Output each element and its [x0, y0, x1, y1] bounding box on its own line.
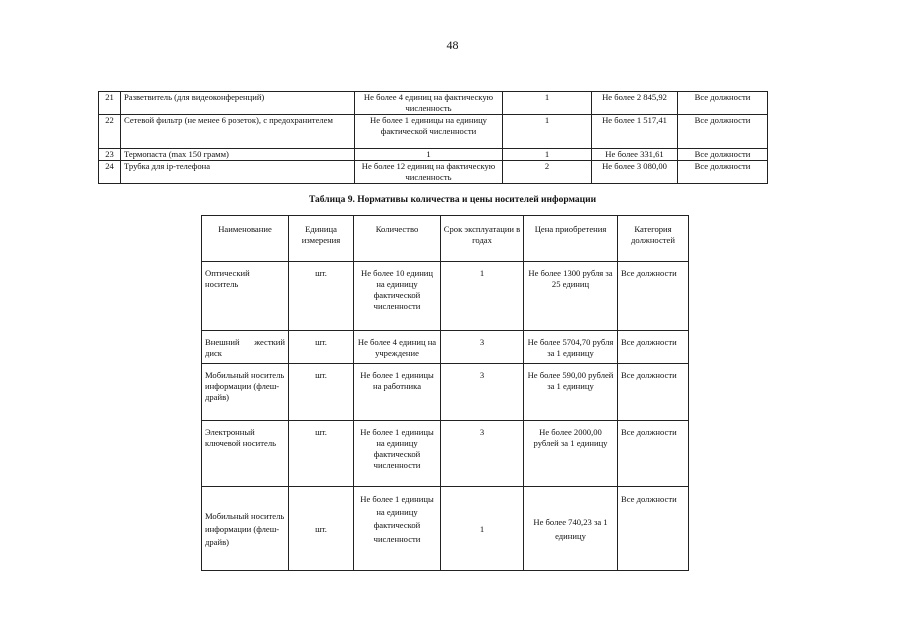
item-name: Трубка для ip-телефона	[121, 161, 355, 184]
item-term: 3	[441, 421, 524, 487]
column-header: Срок эксплуатации в годах	[441, 216, 524, 262]
item-term: 3	[441, 331, 524, 364]
item-category: Все должности	[618, 421, 689, 487]
table-row	[99, 161, 768, 184]
item-price: Не более 2 845,92	[592, 92, 678, 115]
table-row	[202, 364, 689, 421]
row-number: 21	[99, 92, 121, 115]
table-row	[202, 331, 689, 364]
item-category: Все должности	[678, 161, 768, 184]
item-term: 2	[503, 161, 592, 184]
item-term: 1	[441, 487, 524, 571]
item-category: Все должности	[678, 149, 768, 161]
item-name: Термопаста (max 150 грамм)	[121, 149, 355, 161]
item-quantity: Не более 1 единицы на единицу фактической численности	[354, 421, 441, 487]
table-row	[202, 421, 689, 487]
row-number: 23	[99, 149, 121, 161]
table-row	[99, 115, 768, 149]
row-number: 22	[99, 115, 121, 149]
item-price: Не более 2000,00 рублей за 1 единицу	[524, 421, 618, 487]
item-unit: шт.	[289, 364, 354, 421]
item-quantity: Не более 1 единицы на единицу фактической численности	[355, 115, 503, 149]
item-quantity: Не более 1 единицы на единицу фактической численности	[354, 487, 441, 571]
row-number: 24	[99, 161, 121, 184]
item-name: Оптический носитель	[202, 262, 289, 331]
column-header: Наименование	[202, 216, 289, 262]
item-unit: шт.	[289, 262, 354, 331]
table-row	[202, 487, 689, 571]
item-price: Не более 1300 рубля за 25 единиц	[524, 262, 618, 331]
item-name: Мобильный носитель информации (флеш-драйв)	[202, 487, 289, 571]
item-unit: шт.	[289, 421, 354, 487]
item-unit: шт.	[289, 331, 354, 364]
item-price: Не более 740,23 за 1 единицу	[524, 487, 618, 571]
item-category: Все должности	[678, 115, 768, 149]
table-row	[202, 262, 689, 331]
item-name: Разветвитель (для видеоконференций)	[121, 92, 355, 115]
item-term: 1	[503, 92, 592, 115]
column-header: Единица измерения	[289, 216, 354, 262]
item-quantity: Не более 4 единиц на учреждение	[354, 331, 441, 364]
item-price: Не более 1 517,41	[592, 115, 678, 149]
item-price: Не более 3 080,00	[592, 161, 678, 184]
item-quantity: 1	[355, 149, 503, 161]
table-row	[99, 92, 768, 115]
item-price: Не более 5704,70 рубля за 1 единицу	[524, 331, 618, 364]
item-name: Сетевой фильтр (не менее 6 розеток), с предохранителем	[121, 115, 355, 149]
column-header: Категория должностей	[618, 216, 689, 262]
item-term: 1	[441, 262, 524, 331]
page-number: 48	[446, 38, 459, 52]
table-row	[99, 149, 768, 161]
item-category: Все должности	[618, 364, 689, 421]
column-header: Количество	[354, 216, 441, 262]
item-quantity: Не более 4 единиц на фактическую численность	[355, 92, 503, 115]
item-term: 1	[503, 149, 592, 161]
item-category: Все должности	[618, 331, 689, 364]
table-caption: Таблица 9. Нормативы количества и цены носителей информации	[308, 195, 597, 205]
continuation-table	[98, 91, 768, 184]
media-norms-table	[201, 215, 689, 571]
item-term: 3	[441, 364, 524, 421]
item-name: Электронный ключевой носитель	[202, 421, 289, 487]
item-quantity: Не более 1 единицы на работника	[354, 364, 441, 421]
item-category: Все должности	[678, 92, 768, 115]
item-price: Не более 590,00 рублей за 1 единицу	[524, 364, 618, 421]
table-header-row	[202, 216, 689, 262]
item-category: Все должности	[618, 487, 689, 571]
item-category: Все должности	[618, 262, 689, 331]
item-name: Мобильный носитель информации (флеш-драйв)	[202, 364, 289, 421]
item-unit: шт.	[289, 487, 354, 571]
item-price: Не более 331,61	[592, 149, 678, 161]
item-term: 1	[503, 115, 592, 149]
item-quantity: Не более 10 единиц на единицу фактической численности	[354, 262, 441, 331]
column-header: Цена приобретения	[524, 216, 618, 262]
item-name: Внешний жесткий диск	[202, 331, 289, 364]
item-quantity: Не более 12 единиц на фактическую численность	[355, 161, 503, 184]
